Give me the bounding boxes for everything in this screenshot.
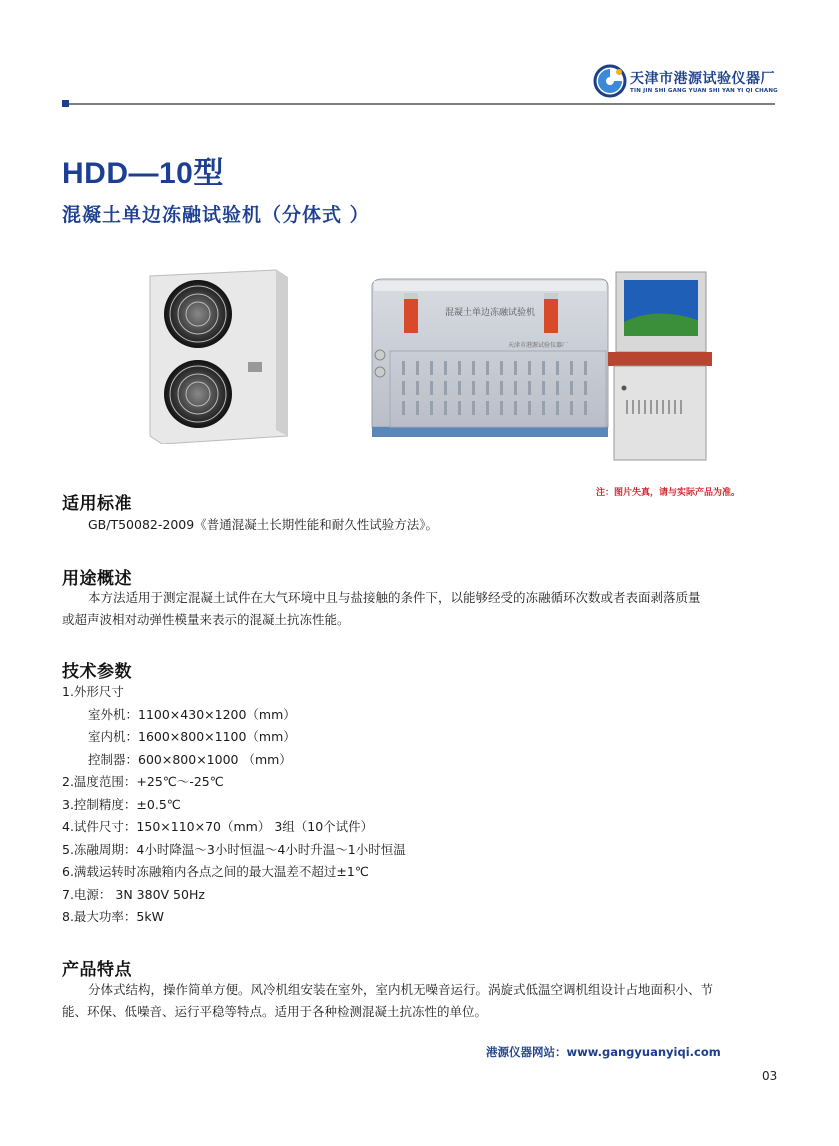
vent-slot (416, 401, 419, 415)
vent-slot (584, 401, 587, 415)
param-line: 4.试件尺寸：150×110×70（mm） 3组（10个试件） (62, 819, 374, 834)
param-line: 控制器：600×800×1000 （mm） (88, 752, 292, 767)
vent-slot (458, 381, 461, 395)
param-line: 室内机：1600×800×1100（mm） (88, 729, 296, 744)
vent-slot (528, 381, 531, 395)
vent-slot (514, 381, 517, 395)
page-number: 03 (762, 1069, 778, 1083)
vent-slot (500, 361, 503, 375)
vent-slot (556, 361, 559, 375)
vent-slot (556, 401, 559, 415)
vent-slot (486, 381, 489, 395)
vent-slot (402, 401, 405, 415)
image-disclaimer-note: 注：图片失真，请与实际产品为准。 (596, 488, 741, 498)
param-line: 2.温度范围：+25℃～-25℃ (62, 774, 224, 789)
brand-name-en: TIN JIN SHI GANG YUAN SHI YAN YI QI CHANG (630, 88, 778, 94)
features-line: 能、环保、低噪音、运行平稳等特点。适用于各种检测混凝土抗冻性的单位。 (62, 1004, 488, 1019)
vent-slot (472, 401, 475, 415)
vent-slot (458, 401, 461, 415)
vent-slot (500, 401, 503, 415)
vent-slot (570, 361, 573, 375)
vent-slot (570, 381, 573, 395)
vent-slot (486, 401, 489, 415)
standard-text: GB/T50082-2009《普通混凝土长期性能和耐久性试验方法》。 (88, 517, 438, 532)
section-title-params: 技术参数 (62, 662, 132, 682)
vent-slot (542, 381, 545, 395)
vent-slot (486, 361, 489, 375)
vent-slot (570, 401, 573, 415)
vent-slot (430, 401, 433, 415)
usage-line: 本方法适用于测定混凝土试件在大气环境中且与盐接触的条件下，以能够经受的冻融循环次数或者表面剥落质量 (88, 590, 701, 605)
vent-slot (402, 381, 405, 395)
indoor-panel-text-1: 混凝土单边冻融试验机 (444, 308, 536, 318)
param-line: 1.外形尺寸 (62, 684, 124, 699)
footer-website-link[interactable]: 港源仪器网站：www.gangyuanyiqi.com (486, 1045, 721, 1059)
vent-slot (584, 361, 587, 375)
vent-slot (542, 401, 545, 415)
param-line: 室外机：1100×430×1200（mm） (88, 707, 296, 722)
vent-slot (514, 401, 517, 415)
outdoor-unit-image (148, 268, 288, 444)
indoor-unit-image (368, 277, 612, 439)
vent-slot (556, 381, 559, 395)
section-title-features: 产品特点 (62, 960, 132, 980)
product-name: 混凝土单边冻融试验机（分体式 ） (62, 204, 370, 226)
controller-cabinet-image (606, 270, 714, 462)
vent-slot (430, 381, 433, 395)
vent-slot (444, 381, 447, 395)
header-divider (63, 103, 775, 105)
vent-slot (500, 381, 503, 395)
vent-slot (542, 361, 545, 375)
vent-slot (514, 361, 517, 375)
vent-slot (444, 361, 447, 375)
vent-slot (472, 361, 475, 375)
company-logo-icon (593, 64, 627, 98)
param-line: 6.满载运转时冻融箱内各点之间的最大温差不超过±1℃ (62, 864, 369, 879)
indoor-panel-text-2: 天津市港源试验仪器厂 (507, 342, 569, 349)
vent-slot (416, 381, 419, 395)
vent-slot (430, 361, 433, 375)
brand-name-cn: 天津市港源试验仪器厂 (630, 71, 775, 87)
param-line: 3.控制精度：±0.5℃ (62, 797, 181, 812)
usage-line: 或超声波相对动弹性模量来表示的混凝土抗冻性能。 (62, 612, 350, 627)
param-line: 8.最大功率：5kW (62, 909, 164, 924)
divider-marker (62, 100, 69, 107)
param-line: 7.电源： 3N 380V 50Hz (62, 887, 205, 902)
section-title-usage: 用途概述 (62, 569, 132, 589)
model-title: HDD—10型 (62, 157, 224, 190)
vent-slot (402, 361, 405, 375)
vent-slot (584, 381, 587, 395)
section-title-standard: 适用标准 (62, 494, 132, 514)
vent-slot (444, 401, 447, 415)
vent-slot (416, 361, 419, 375)
vent-slot (472, 381, 475, 395)
param-line: 5.冻融周期：4小时降温～3小时恒温～4小时升温～1小时恒温 (62, 842, 406, 857)
features-line: 分体式结构，操作简单方便。风冷机组安装在室外，室内机无噪音运行。涡旋式低温空调机组设计占地面积小、节 (88, 982, 714, 997)
vent-slot (458, 361, 461, 375)
vent-slot (528, 361, 531, 375)
vent-slot (528, 401, 531, 415)
